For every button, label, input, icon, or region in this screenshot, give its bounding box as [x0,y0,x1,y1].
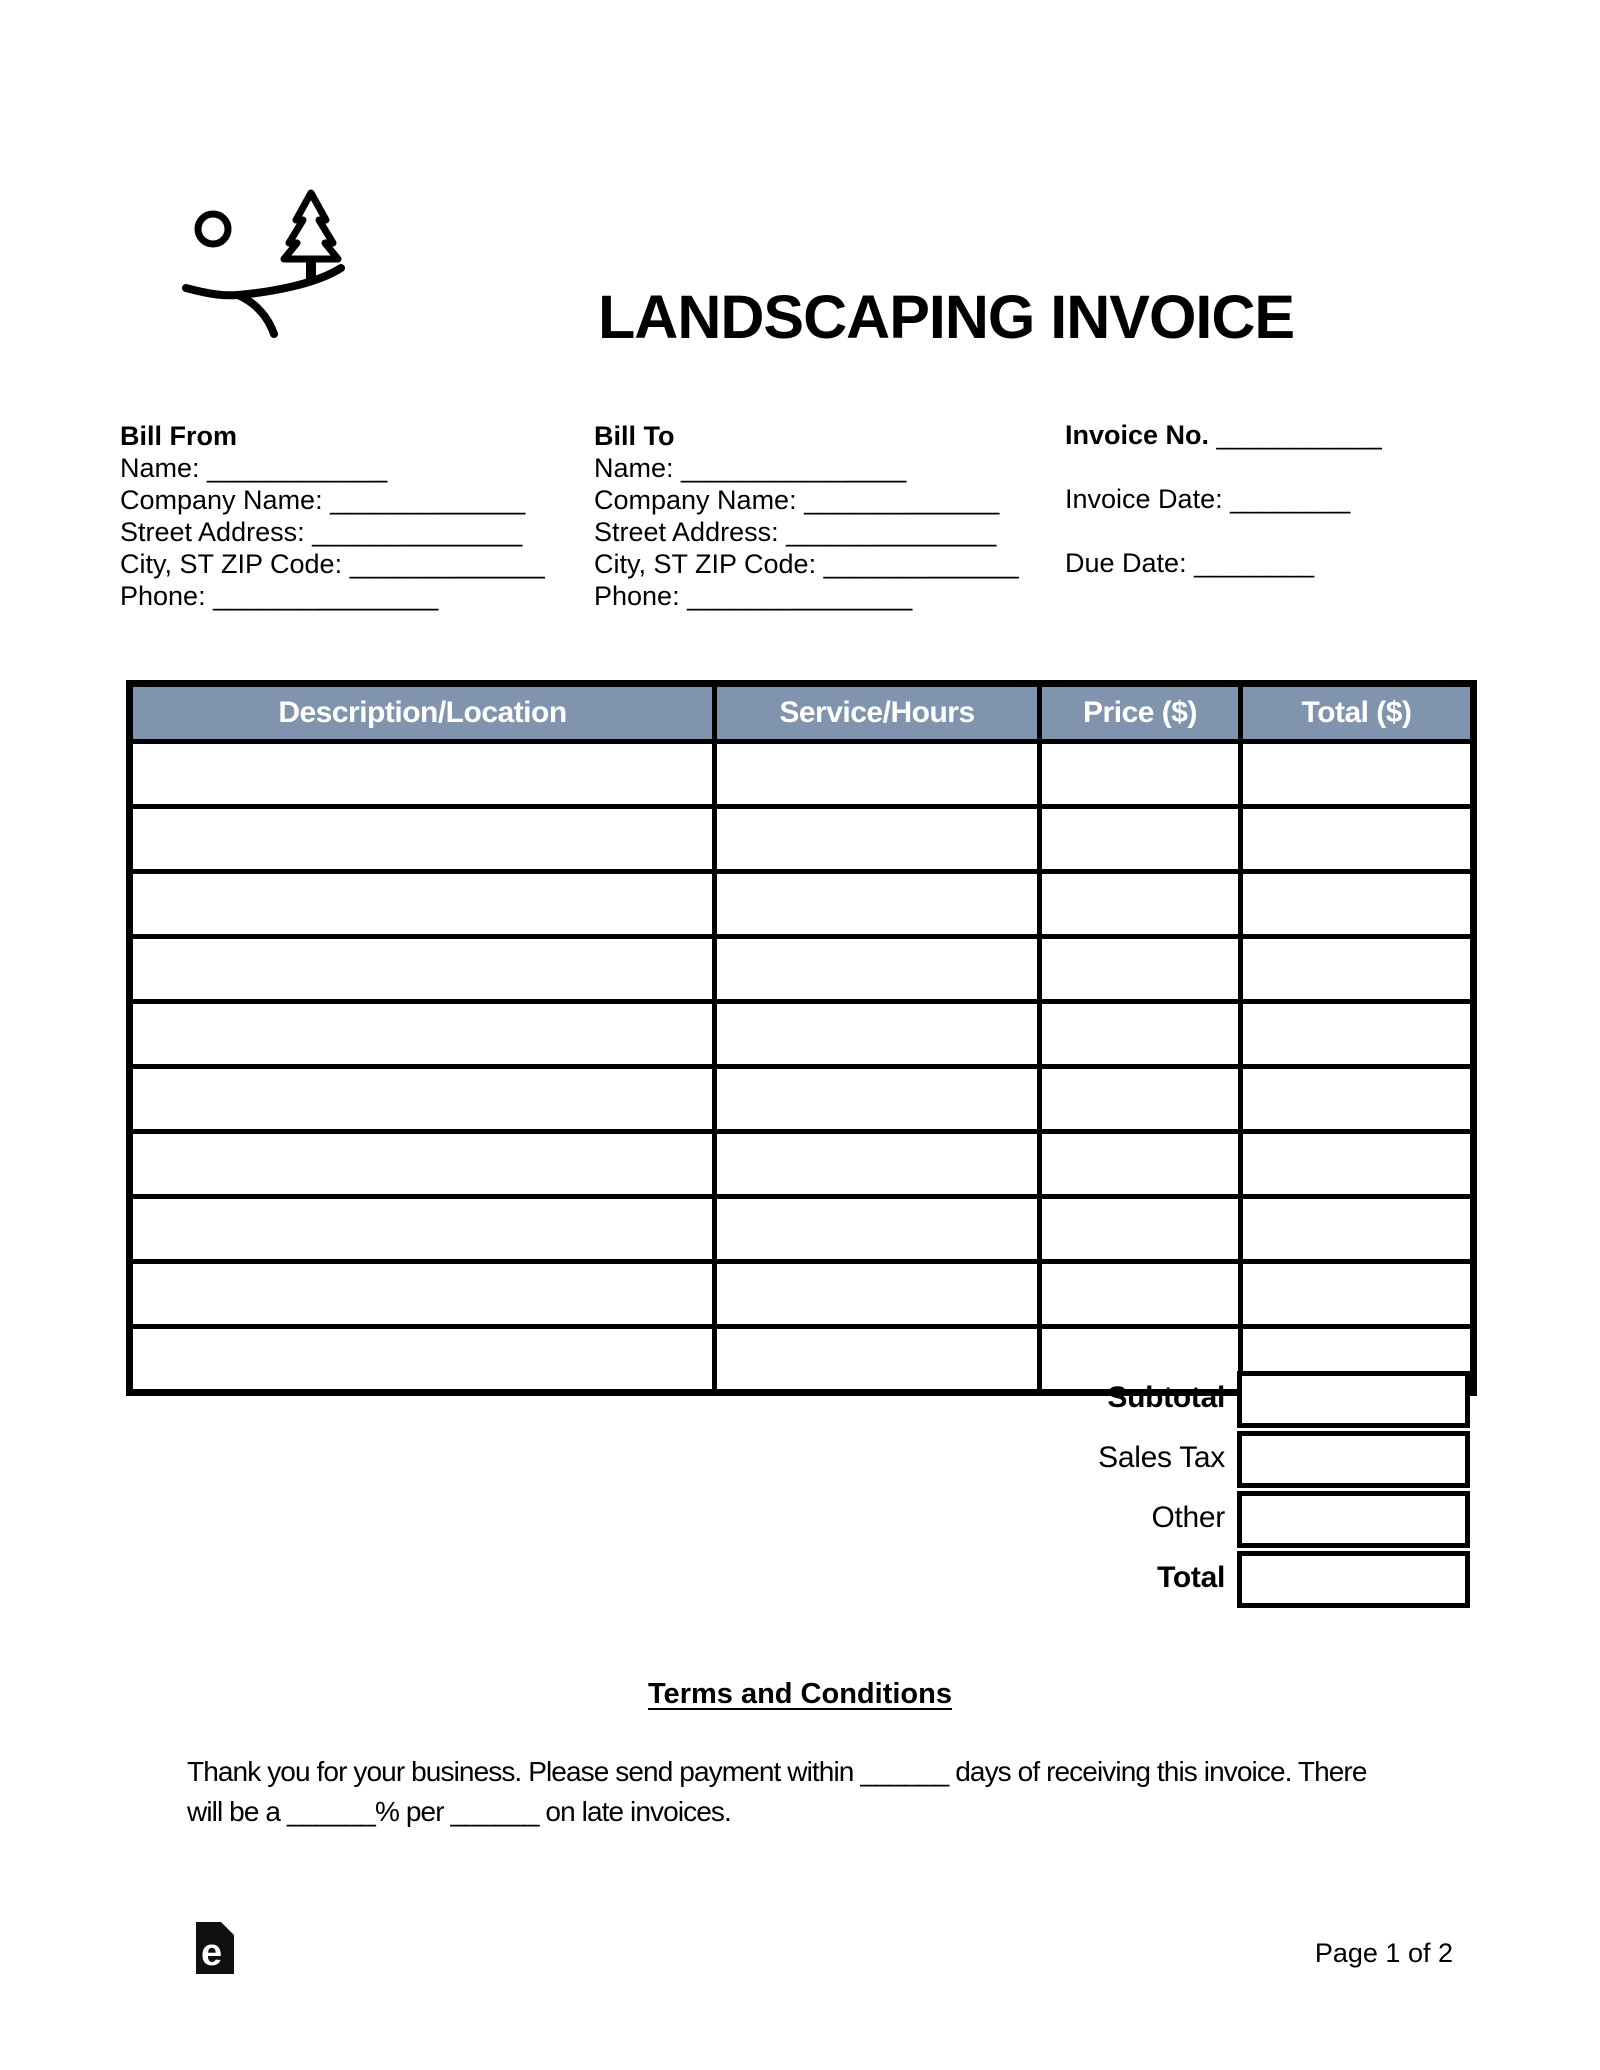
table-cell [130,742,715,807]
table-cell [130,1002,715,1067]
table-cell [1040,742,1241,807]
terms-paragraph [187,1752,1367,1832]
table-cell [1241,742,1474,807]
bill-to-street-field: Street Address: ______________ [594,517,997,547]
column-header-service: Service/Hours [715,684,1040,742]
table-cell [715,1262,1040,1327]
table-cell [1040,807,1241,872]
bill-to-name-field: Name: _______________ [594,453,907,483]
bill-from-heading: Bill From [120,421,238,451]
table-cell [130,1327,715,1393]
sun-icon [198,214,228,244]
table-header-row [130,684,1474,742]
invoice-number-field [1065,420,1382,451]
pine-tree-icon [284,193,338,259]
table-row [130,807,1474,872]
table-cell [1040,937,1241,1002]
table-row [130,872,1474,937]
table-cell [130,1067,715,1132]
subtotal-label: Subtotal [1107,1381,1225,1414]
line-items-body [130,742,1474,1393]
bill-to-heading: Bill To [594,421,675,451]
column-header-description: Description/Location [130,684,715,742]
bill-from-name-field: Name: ____________ [120,453,388,483]
table-row [130,1132,1474,1197]
table-cell [715,807,1040,872]
bill-to-phone-field: Phone: _______________ [594,581,913,611]
line-items-table [126,680,1477,1396]
bill-from-phone-field: Phone: _______________ [120,581,439,611]
table-row [130,742,1474,807]
table-row [130,1002,1474,1067]
table-cell [715,937,1040,1002]
table-cell [1241,1197,1474,1262]
table-cell [130,872,715,937]
table-cell [130,1132,715,1197]
eforms-logo-icon [196,1922,234,1974]
table-cell [1241,1132,1474,1197]
table-cell [715,1067,1040,1132]
table-cell [130,1197,715,1262]
bill-from-company-field: Company Name: _____________ [120,485,526,515]
subtotal-value-box [1237,1371,1470,1428]
eforms-logo-letter: e [201,1932,223,1974]
table-row [130,1067,1474,1132]
bill-from-section [120,420,545,612]
table-cell [1040,1002,1241,1067]
table-cell [715,1197,1040,1262]
total-label: Total [1157,1561,1225,1594]
other-value-box [1237,1491,1470,1548]
total-value-box [1237,1551,1470,1608]
landscaping-logo-icon [140,140,400,340]
table-cell [130,937,715,1002]
table-cell [1040,872,1241,937]
hill-crest-line [186,268,341,295]
table-cell [715,1002,1040,1067]
table-cell [1040,1132,1241,1197]
column-header-total: Total ($) [1241,684,1474,742]
page-title: LANDSCAPING INVOICE [598,283,1295,351]
bill-to-section [594,420,1019,612]
table-cell [1040,1067,1241,1132]
sales-tax-value-box [1237,1431,1470,1488]
table-cell [130,807,715,872]
table-cell [1241,1067,1474,1132]
table-row [130,1262,1474,1327]
table-cell [1241,872,1474,937]
table-cell [1241,937,1474,1002]
table-cell [1040,1197,1241,1262]
due-date-field: Due Date: ________ [1065,548,1315,578]
table-row [130,1197,1474,1262]
table-row [130,937,1474,1002]
hill-slope-line [238,295,274,334]
bill-to-city-field: City, ST ZIP Code: _____________ [594,549,1019,579]
sales-tax-label: Sales Tax [1098,1441,1225,1474]
table-cell [1241,1262,1474,1327]
invoice-date-field: Invoice Date: ________ [1065,484,1351,514]
other-label: Other [1151,1501,1225,1534]
terms-line-1: Thank you for your business. Please send payment within ______ days of receiving this invoice. There [187,1756,1367,1787]
bill-from-city-field: City, ST ZIP Code: _____________ [120,549,545,579]
bill-from-street-field: Street Address: ______________ [120,517,523,547]
table-cell [1040,1262,1241,1327]
table-cell [130,1262,715,1327]
table-cell [1241,807,1474,872]
page-number: Page 1 of 2 [1314,1938,1453,1968]
terms-heading: Terms and Conditions [648,1678,952,1710]
terms-line-2: will be a ______% per ______ on late invoices. [187,1796,731,1827]
table-cell [715,872,1040,937]
table-cell [715,742,1040,807]
table-cell [1241,1002,1474,1067]
bill-to-company-field: Company Name: _____________ [594,485,1000,515]
column-header-price: Price ($) [1040,684,1241,742]
table-cell [715,1132,1040,1197]
invoice-number-label: Invoice No. [1065,420,1210,450]
invoice-number-blank: ___________ [1209,420,1382,450]
